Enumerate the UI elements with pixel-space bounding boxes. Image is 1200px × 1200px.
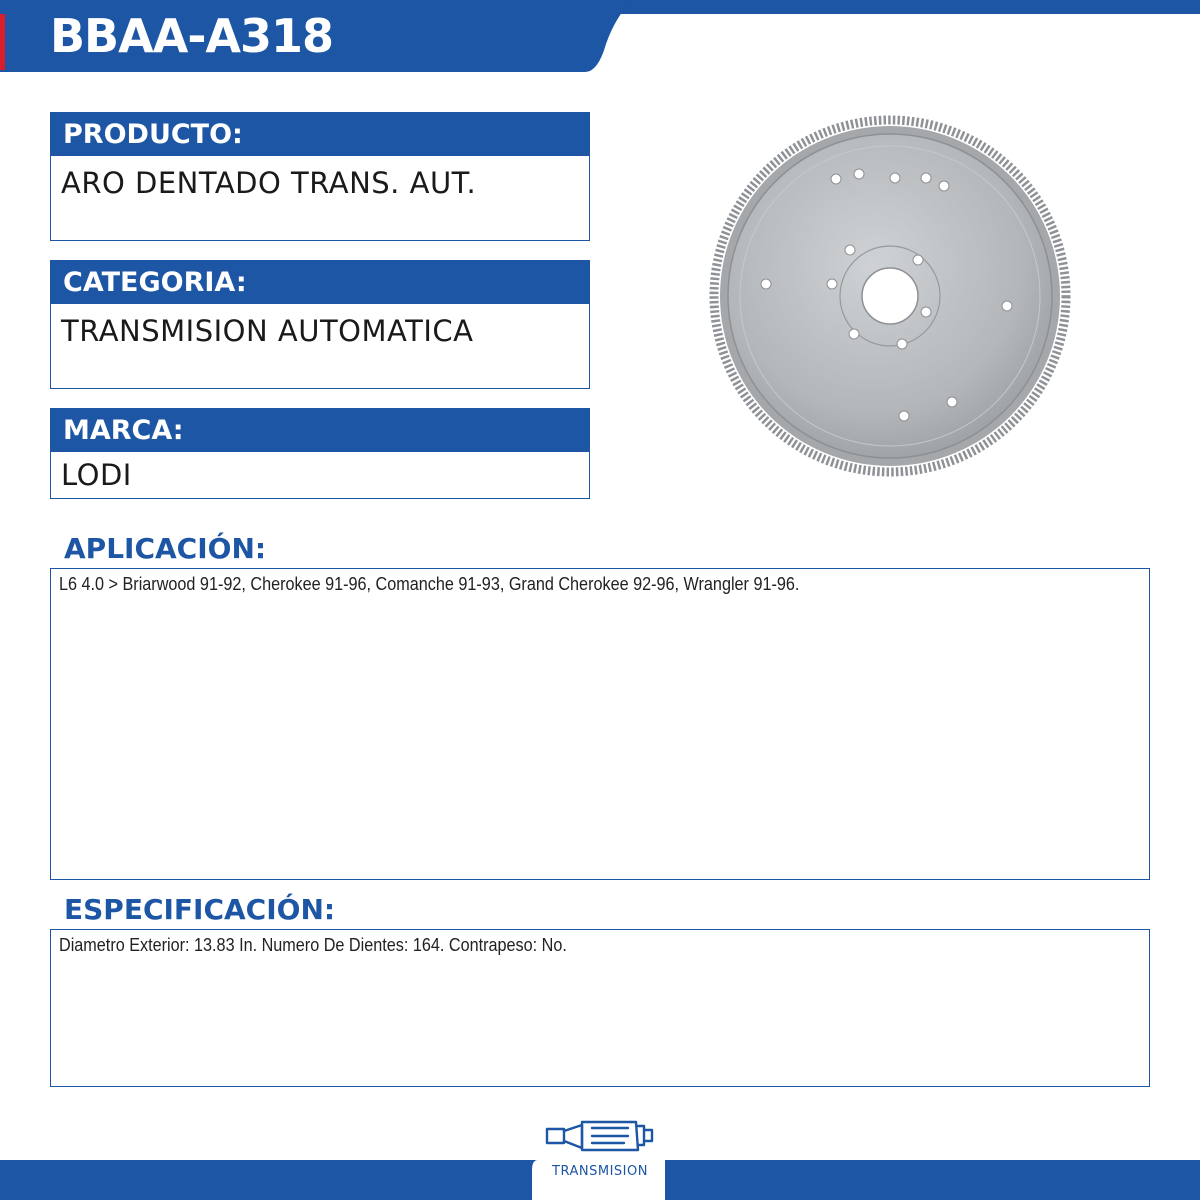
categoria-label: CATEGORIA: <box>50 260 590 304</box>
flywheel-product-image <box>696 104 1084 488</box>
especificacion-panel <box>50 929 1150 1087</box>
marca-label: MARCA: <box>50 408 590 452</box>
aplicacion-panel <box>50 568 1150 880</box>
footer-category-label: TRANSMISION <box>552 1164 648 1179</box>
producto-value: ARO DENTADO TRANS. AUT. <box>50 156 590 241</box>
transmission-icon <box>544 1112 656 1156</box>
especificacion-text: Diametro Exterior: 13.83 In. Numero De Dientes: 164. Contrapeso: No. <box>59 935 567 955</box>
producto-label: PRODUCTO: <box>50 112 590 156</box>
marca-box <box>50 408 590 499</box>
categoria-value: TRANSMISION AUTOMATICA <box>50 304 590 389</box>
part-code: BBAA-A318 <box>50 9 334 63</box>
producto-box <box>50 112 590 241</box>
accent-stripe <box>0 14 5 70</box>
aplicacion-text: L6 4.0 > Briarwood 91-92, Cherokee 91-96, Comanche 91-93, Grand Cherokee 92-96, Wrangler 91-96. <box>59 574 800 594</box>
marca-value: LODI <box>50 452 590 499</box>
especificacion-title: ESPECIFICACIÓN: <box>64 893 336 926</box>
aplicacion-title: APLICACIÓN: <box>64 532 267 565</box>
categoria-box <box>50 260 590 389</box>
